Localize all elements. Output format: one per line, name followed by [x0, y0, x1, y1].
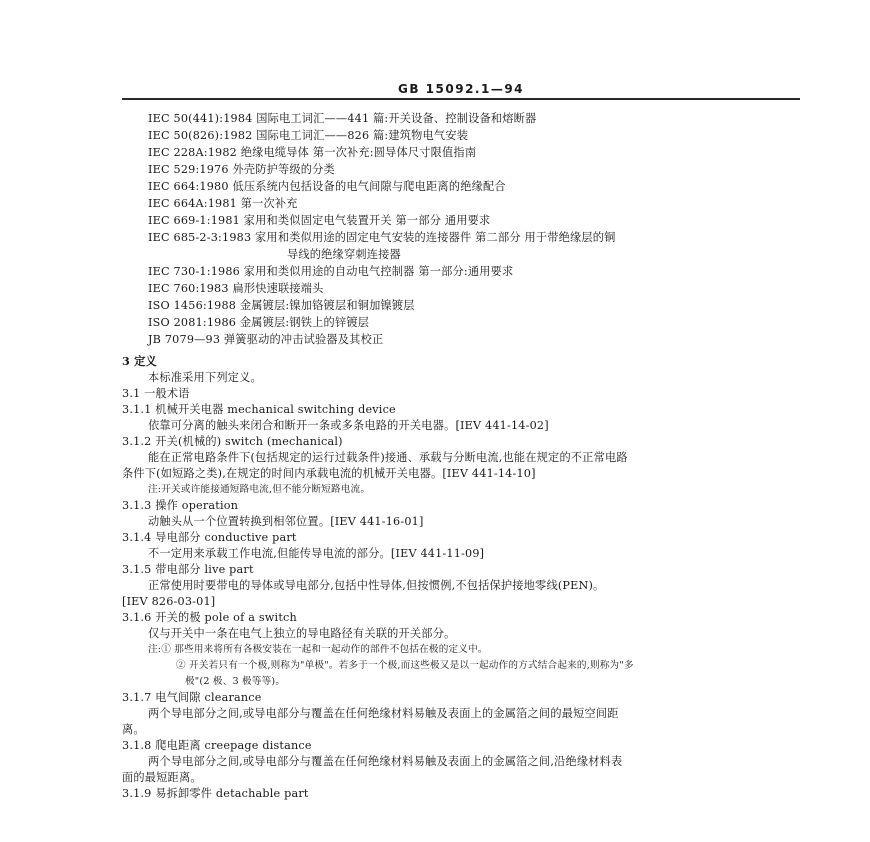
term-heading: 3.1.7 电气间隙 clearance — [122, 691, 262, 704]
section-heading: 3 定义 — [122, 354, 157, 368]
subsection-heading: 3.1 一般术语 — [122, 387, 190, 400]
reference-item: JB 7079—93 弹簧驱动的冲击试验器及其校正 — [148, 333, 384, 346]
term-heading: 3.1.4 导电部分 conductive part — [122, 531, 297, 544]
term-definition: 两个导电部分之间,或导电部分与覆盖在任何绝缘材料易触及表面上的金属箔之间,沿绝缘材料表 — [148, 755, 623, 768]
section-intro: 本标准采用下列定义。 — [148, 371, 262, 384]
reference-item: IEC 760:1983 扁形快速联接端头 — [148, 282, 324, 295]
reference-item: IEC 50(826):1982 国际电工词汇——826 篇:建筑物电气安装 — [148, 129, 469, 142]
reference-item: IEC 685-2-3:1983 家用和类似用途的固定电气安装的连接器件 第二部分 用于带绝缘层的铜 — [148, 231, 616, 244]
term-definition: 正常使用时要带电的导体或导电部分,包括中性导体,但按惯例,不包括保护接地零线(PEN)。 — [148, 579, 605, 592]
reference-item-continuation: 导线的绝缘穿刺连接器 — [287, 248, 401, 261]
term-heading: 3.1.5 带电部分 live part — [122, 563, 254, 576]
reference-item: IEC 228A:1982 绝缘电缆导体 第一次补充:圆导体尺寸限值指南 — [148, 146, 477, 159]
reference-item: ISO 1456:1988 金属镀层:镍加铬镀层和铜加镍镀层 — [148, 299, 415, 312]
page-header-standard-number: GB 15092.1—94 — [398, 82, 525, 96]
term-heading: 3.1.9 易拆卸零件 detachable part — [122, 787, 309, 800]
term-definition: 依靠可分离的触头来闭合和断开一条或多条电路的开关电器。[IEV 441-14-02] — [148, 419, 549, 432]
term-definition: 能在正常电路条件下(包括规定的运行过载条件)接通、承载与分断电流,也能在规定的不正常电路 — [148, 451, 628, 464]
term-definition: [IEV 826-03-01] — [122, 595, 216, 608]
reference-item: IEC 664A:1981 第一次补充 — [148, 197, 298, 210]
term-heading: 3.1.6 开关的极 pole of a switch — [122, 611, 297, 624]
term-definition: 仅与开关中一条在电气上独立的导电路径有关联的开关部分。 — [148, 627, 456, 640]
reference-item: IEC 669-1:1981 家用和类似固定电气装置开关 第一部分 通用要求 — [148, 214, 491, 227]
reference-item: IEC 664:1980 低压系统内包括设备的电气间隙与爬电距离的绝缘配合 — [148, 180, 506, 193]
reference-item: IEC 529:1976 外壳防护等级的分类 — [148, 163, 335, 176]
term-note: 注:① 那些用来将所有各极安装在一起和一起动作的部件不包括在极的定义中。 — [148, 644, 488, 655]
term-note: ② 开关若只有一个极,则称为"单极"。若多于一个极,而这些极又是以一起动作的方式结合起来的,则称为"多 — [176, 660, 634, 671]
reference-item: IEC 730-1:1986 家用和类似用途的自动电气控制器 第一部分:通用要求 — [148, 265, 514, 278]
term-heading: 3.1.8 爬电距离 creepage distance — [122, 739, 312, 752]
term-note: 极"(2 极、3 极等等)。 — [185, 676, 286, 687]
term-definition: 两个导电部分之间,或导电部分与覆盖在任何绝缘材料易触及表面上的金属箔之间的最短空间距 — [148, 707, 619, 720]
term-definition: 条件下(如短路之类),在规定的时间内承载电流的机械开关电器。[IEV 441-14-10] — [122, 467, 536, 480]
term-heading: 3.1.3 操作 operation — [122, 499, 239, 512]
header-rule — [122, 98, 800, 100]
term-heading: 3.1.1 机械开关电器 mechanical switching device — [122, 403, 396, 416]
term-definition: 离。 — [122, 723, 145, 736]
reference-item: ISO 2081:1986 金属镀层:钢铁上的锌镀层 — [148, 316, 370, 329]
reference-item: IEC 50(441):1984 国际电工词汇——441 篇:开关设备、控制设备和熔断器 — [148, 112, 537, 125]
term-definition: 不一定用来承载工作电流,但能传导电流的部分。[IEV 441-11-09] — [148, 547, 485, 560]
term-definition: 面的最短距离。 — [122, 771, 202, 784]
term-heading: 3.1.2 开关(机械的) switch (mechanical) — [122, 435, 343, 448]
term-definition: 动触头从一个位置转换到相邻位置。[IEV 441-16-01] — [148, 515, 424, 528]
term-note: 注:开关或许能接通短路电流,但不能分断短路电流。 — [148, 484, 371, 495]
